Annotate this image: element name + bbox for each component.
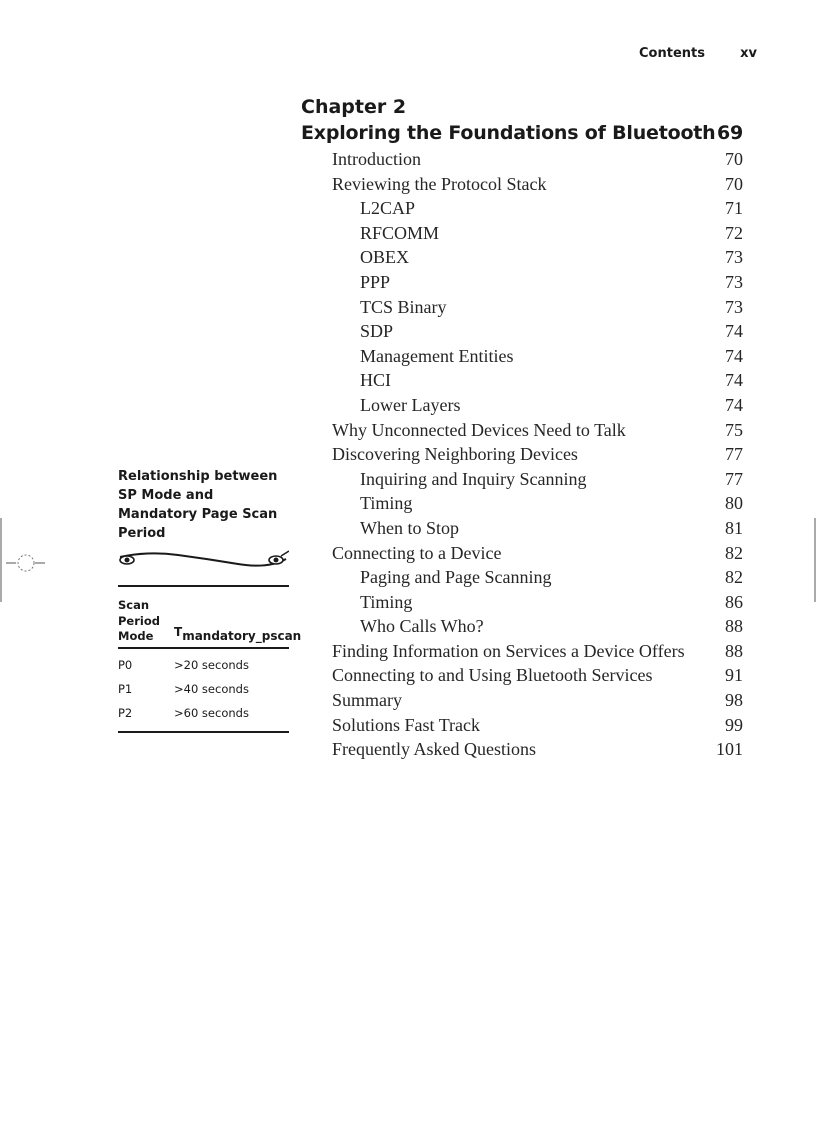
toc-entry-title: Inquiring and Inquiry Scanning bbox=[360, 468, 587, 489]
chapter-heading bbox=[301, 95, 743, 146]
table-bottom-rule bbox=[118, 731, 289, 733]
toc-entry-page: 70 bbox=[725, 173, 743, 194]
toc-entry-page: 77 bbox=[725, 444, 743, 465]
toc-entry-title: Paging and Page Scanning bbox=[360, 567, 552, 588]
toc-entry-title: SDP bbox=[360, 321, 394, 342]
toc-entry-title: Introduction bbox=[332, 149, 421, 169]
toc-entry[interactable] bbox=[332, 393, 743, 418]
toc-entry-page: 98 bbox=[725, 690, 743, 711]
running-head bbox=[600, 46, 757, 66]
toc-entry-title: Lower Layers bbox=[360, 394, 461, 415]
toc-entry-title: Who Calls Who? bbox=[360, 616, 484, 637]
toc-entry-page: 86 bbox=[725, 591, 743, 612]
row-value: >20 seconds bbox=[174, 658, 249, 672]
toc-entry-page: 99 bbox=[725, 714, 743, 735]
toc-entry[interactable] bbox=[332, 418, 743, 443]
toc-entry-title: Management Entities bbox=[360, 345, 514, 366]
toc-entry-page: 82 bbox=[725, 567, 743, 588]
table-header bbox=[118, 587, 302, 647]
table-row bbox=[118, 701, 289, 725]
header-scan-period-mode: Scan Period Mode bbox=[118, 598, 160, 643]
row-value: >60 seconds bbox=[174, 706, 249, 720]
toc-entry-title: When to Stop bbox=[360, 517, 459, 538]
table-row bbox=[118, 653, 289, 677]
toc-entry[interactable] bbox=[332, 516, 743, 541]
toc-entry-title: Solutions Fast Track bbox=[332, 714, 481, 735]
toc-entry[interactable] bbox=[332, 688, 743, 713]
toc-entry[interactable] bbox=[332, 344, 743, 369]
toc-entry-page: 75 bbox=[725, 419, 743, 440]
toc-entry[interactable] bbox=[332, 221, 743, 246]
toc-entry-page: 91 bbox=[725, 665, 743, 686]
table-row bbox=[118, 677, 289, 701]
toc-entry[interactable] bbox=[332, 295, 743, 320]
toc-entry-page: 82 bbox=[725, 542, 743, 563]
toc-entry-title: OBEX bbox=[360, 247, 409, 268]
toc-entry-title: Reviewing the Protocol Stack bbox=[332, 173, 547, 194]
chapter-title: Exploring the Foundations of Bluetooth bbox=[301, 122, 716, 144]
toc-entry-title: Discovering Neighboring Devices bbox=[332, 444, 578, 465]
sidebar-note bbox=[118, 467, 302, 733]
toc-entry-page: 73 bbox=[725, 271, 743, 292]
toc-entry[interactable] bbox=[332, 319, 743, 344]
toc-entry-title: Finding Information on Services a Device Offers bbox=[332, 640, 685, 661]
toc-entry-title: Timing bbox=[360, 591, 413, 612]
toc-entry-title: Connecting to and Using Bluetooth Services bbox=[332, 665, 653, 686]
toc-entry-page: 73 bbox=[725, 247, 743, 268]
row-mode: P2 bbox=[118, 706, 133, 720]
toc-entry-page: 71 bbox=[725, 198, 743, 219]
toc-entry[interactable] bbox=[332, 565, 743, 590]
running-head-title: Contents bbox=[639, 46, 705, 61]
table-of-contents bbox=[332, 147, 743, 762]
toc-entry-title: Why Unconnected Devices Need to Talk bbox=[332, 419, 626, 440]
toc-entry-page: 74 bbox=[725, 321, 743, 342]
toc-entry[interactable] bbox=[332, 614, 743, 639]
chapter-label: Chapter 2 bbox=[301, 96, 407, 118]
toc-entry[interactable] bbox=[332, 172, 743, 197]
row-mode: P1 bbox=[118, 682, 133, 696]
toc-entry-title: Connecting to a Device bbox=[332, 542, 502, 563]
toc-entry[interactable] bbox=[332, 663, 743, 688]
crop-mark-left-icon bbox=[0, 518, 50, 602]
toc-entry[interactable] bbox=[332, 541, 743, 566]
toc-entry[interactable] bbox=[332, 368, 743, 393]
toc-entry-page: 88 bbox=[725, 640, 743, 661]
eyes-squiggle-icon bbox=[118, 549, 289, 573]
toc-entry-title: TCS Binary bbox=[360, 296, 447, 317]
table-header-rule bbox=[118, 647, 289, 649]
running-head-page-number: xv bbox=[740, 46, 757, 61]
toc-entry-page: 70 bbox=[725, 149, 743, 169]
toc-entry-page: 77 bbox=[725, 468, 743, 489]
toc-entry-title: PPP bbox=[360, 271, 391, 292]
toc-entry-title: Summary bbox=[332, 690, 402, 711]
row-mode: P0 bbox=[118, 658, 133, 672]
toc-entry-page: 74 bbox=[725, 370, 743, 391]
toc-entry[interactable] bbox=[332, 196, 743, 221]
toc-entry-title: HCI bbox=[360, 370, 391, 391]
toc-entry-title: RFCOMM bbox=[360, 222, 440, 243]
toc-entry-page: 74 bbox=[725, 394, 743, 415]
toc-entry-page: 73 bbox=[725, 296, 743, 317]
toc-entry-page: 72 bbox=[725, 222, 743, 243]
toc-entry[interactable] bbox=[332, 270, 743, 295]
toc-entry[interactable] bbox=[332, 442, 743, 467]
toc-entry[interactable] bbox=[332, 590, 743, 615]
header-t: T bbox=[174, 625, 183, 639]
toc-entry-page: 101 bbox=[716, 739, 743, 760]
toc-entry[interactable] bbox=[332, 147, 743, 172]
toc-entry-title: Frequently Asked Questions bbox=[332, 739, 536, 760]
toc-entry-page: 88 bbox=[725, 616, 743, 637]
toc-entry[interactable] bbox=[332, 467, 743, 492]
toc-entry[interactable] bbox=[332, 713, 743, 738]
header-t-mandatory-pscan bbox=[174, 625, 302, 643]
chapter-page-number: 69 bbox=[716, 122, 743, 144]
chapter-title-row[interactable] bbox=[301, 120, 743, 146]
header-t-subscript: mandatory_pscan bbox=[182, 629, 302, 643]
toc-entry-title: Timing bbox=[360, 493, 413, 514]
toc-entry-title: L2CAP bbox=[360, 198, 416, 219]
toc-entry[interactable] bbox=[332, 737, 743, 762]
toc-entry-page: 81 bbox=[725, 517, 743, 538]
toc-entry[interactable] bbox=[332, 245, 743, 270]
scan-period-table bbox=[118, 587, 302, 733]
row-value: >40 seconds bbox=[174, 682, 249, 696]
toc-entry[interactable] bbox=[332, 639, 743, 664]
toc-entry-page: 74 bbox=[725, 345, 743, 366]
toc-entry-page: 80 bbox=[725, 493, 743, 514]
sidebar-title: Relationship between SP Mode and Mandatory Page Scan Period bbox=[118, 469, 278, 541]
toc-entry[interactable] bbox=[332, 491, 743, 516]
